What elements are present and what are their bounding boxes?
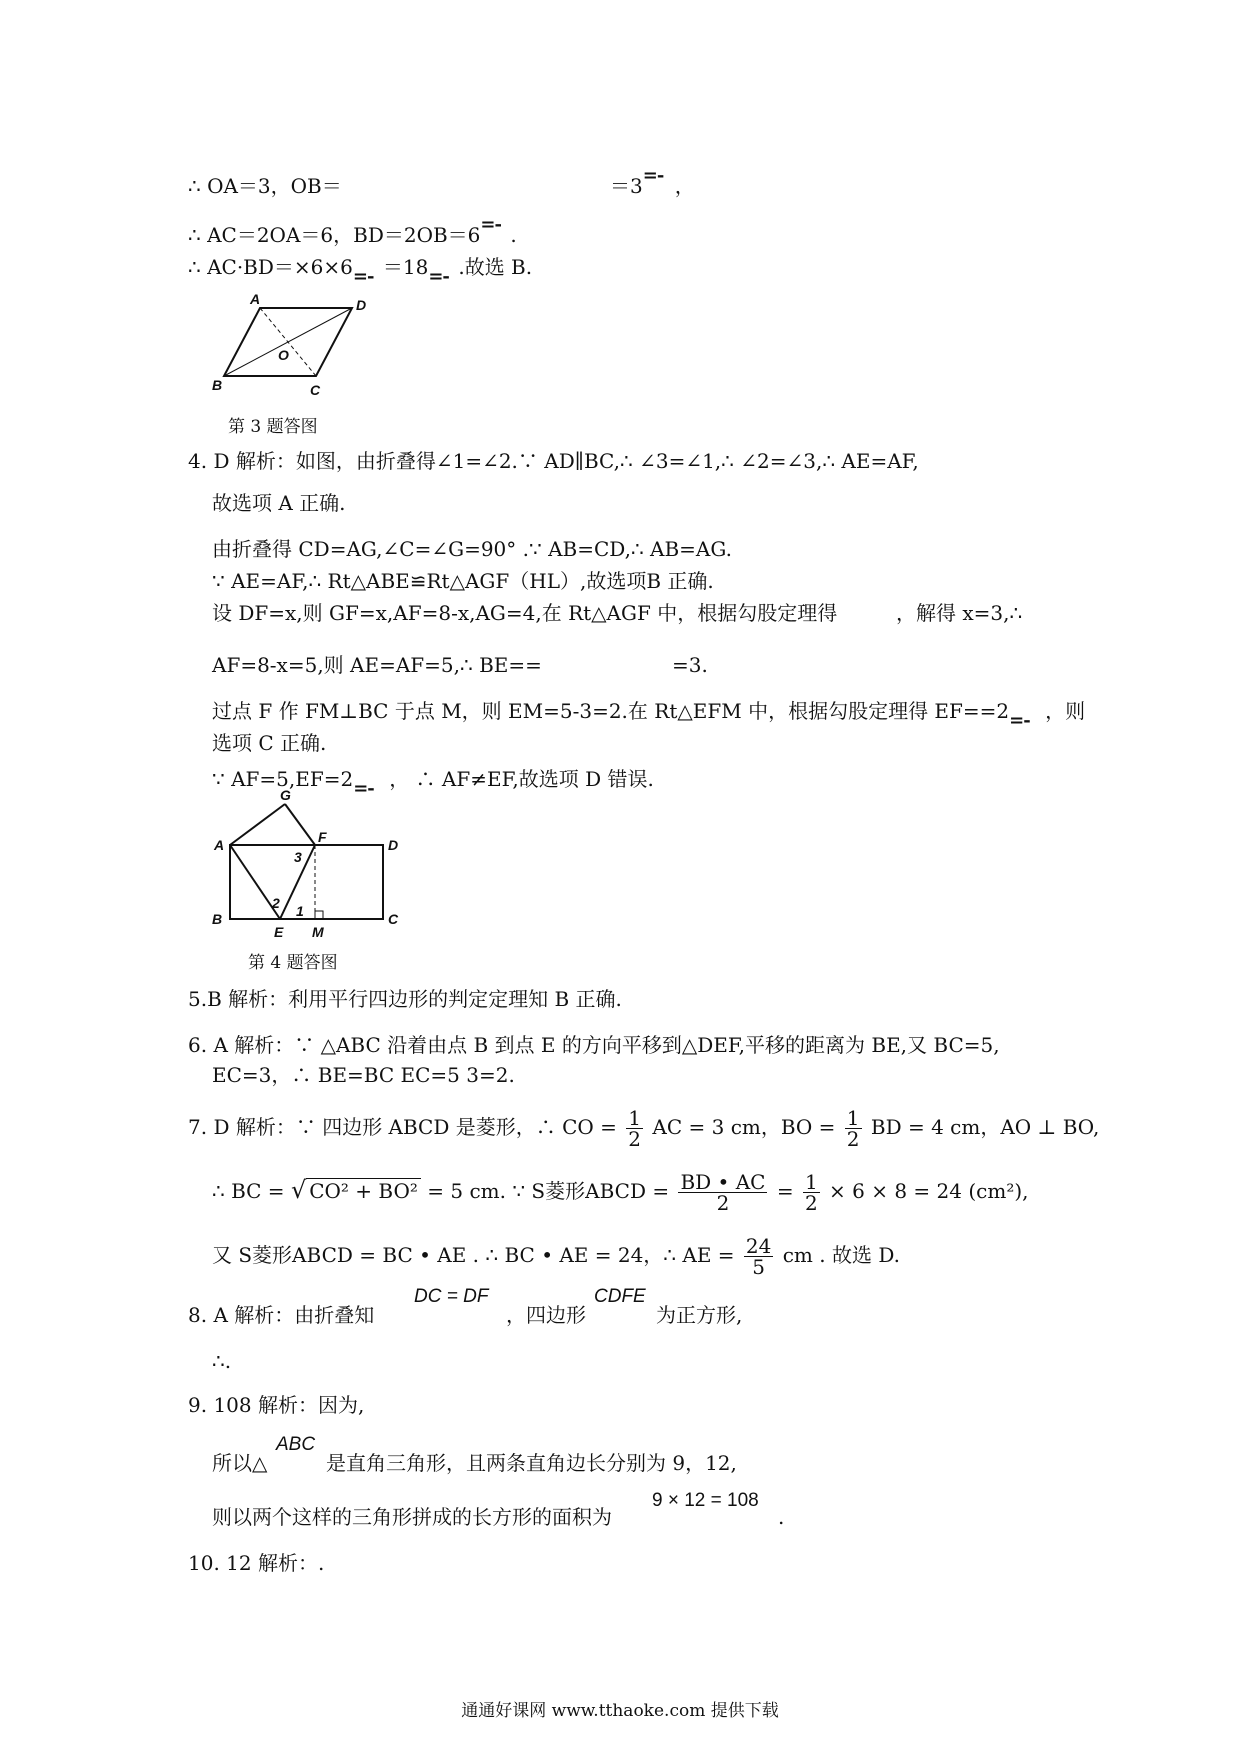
fraction-bd-ac: $\frac{BD • AC}{2}$ (680, 1170, 766, 1215)
fig4-label-f: F (318, 829, 327, 845)
q4-line-7: 过点 F 作 FM⊥BC 于点 M，则 EM=5-3=2.在 Rt△EFM 中，根据勾股定理得 EF==2 =- ，则 (212, 699, 1086, 731)
q4-line-2: 故选项 A 正确. (212, 491, 346, 515)
fig3-label-a: A (250, 291, 261, 307)
q7-line-1: 7. D 解析：∵ 四边形 ABCD 是菱形，∴ CO = $\frac{1}{2}$ AC = 3 cm，BO = $\frac{1}{2}$ BD = 4 cm，AO ⊥ BO, (188, 1106, 1100, 1151)
q7-line-2: ∴ BC = √ CO² + BO² = 5 cm. ∵ S菱形ABCD = $\frac{BD • AC}{2}$ = $\frac{1}{2}$ × 6 × 8 = 24 (cm²), (212, 1170, 1029, 1215)
q7-line-3: 又 S菱形ABCD = BC • AE . ∴ BC • AE = 24，∴ AE = $\frac{24}{5}$ cm . 故选 D. (212, 1234, 901, 1279)
fraction-half-3: $\frac{1}{2}$ (804, 1170, 818, 1215)
q4-line-5a: 设 DF=x,则 GF=x,AF=8-x,AG=4,在 Rt△AGF 中，根据勾股定理得 (212, 601, 838, 625)
q4-line-6a: AF=8-x=5,则 AE=AF=5,∴ BE== (212, 653, 542, 677)
fig3-label-o: O (278, 347, 289, 363)
q9-formula-product: 9 × 12 = 108 (652, 1490, 759, 1511)
fig4-label-3: 3 (294, 849, 302, 865)
fig3-label-b: B (212, 377, 223, 393)
q9-line-2a: 所以△ (212, 1451, 268, 1475)
q5-line: 5.B 解析：利用平行四边形的判定定理知 B 正确. (188, 987, 622, 1011)
line-oa-ob: ∴ OA＝3，OB＝ (188, 174, 342, 198)
q9-line-3a: 则以两个这样的三角形拼成的长方形的面积为 (212, 1505, 612, 1529)
q4-line-5b: ，解得 x=3,∴ (896, 601, 1023, 625)
q6-line-1: 6. A 解析：∵ △ABC 沿着由点 B 到点 E 的方向平移到△DEF,平移的距离为 BE,又 BC=5, (188, 1033, 1000, 1057)
fig4-label-e: E (274, 924, 284, 940)
fig4-label-c: C (388, 911, 399, 927)
fig4-label-2: 2 (272, 895, 280, 911)
fig4-label-b: B (212, 911, 223, 927)
q4-line-6b: =3. (672, 653, 708, 677)
q8-formula-cdfe: CDFE (594, 1286, 646, 1307)
line-ac-bd: ∴ AC＝2OA＝6，BD＝2OB＝6 =- . (188, 214, 517, 247)
fig4-label-d: D (388, 837, 399, 853)
q9-line-2c: 是直角三角形，且两条直角边长分别为 9，12, (326, 1451, 737, 1475)
q6-line-2: EC=3，∴ BE=BC EC=5 3=2. (212, 1063, 515, 1087)
fig4-label-m: M (312, 924, 324, 940)
fig4-label-a: A (214, 837, 225, 853)
q10-line: 10. 12 解析：. (188, 1551, 325, 1575)
q9-line-1: 9. 108 解析：因为, (188, 1393, 365, 1417)
q4-line-1: 4. D 解析：如图，由折叠得∠1=∠2.∵ AD∥BC,∴ ∠3=∠1,∴ ∠2=∠3,∴ AE=AF, (188, 449, 919, 473)
q9-formula-abc: ABC (276, 1434, 316, 1455)
line-oa-ob-result: ＝3 =- ， (610, 165, 695, 198)
caption-figure-3: 第 3 题答图 (228, 417, 318, 437)
q8-line-1: 8. A 解析：由折叠知 (188, 1303, 375, 1327)
q8-formula-dc-df: DC = DF (414, 1286, 489, 1307)
q8-line-4: ∴. (212, 1349, 232, 1373)
q9-line-3c: . (778, 1505, 785, 1529)
q4-line-8: 选项 C 正确. (212, 731, 327, 755)
fig3-label-c: C (310, 382, 321, 398)
line-ac-times-bd: ∴ AC·BD＝×6×6 =- ＝18 =- .故选 B. (188, 255, 533, 287)
fraction-half: $\frac{1}{2}$ (628, 1106, 642, 1151)
fig3-label-d: D (356, 297, 367, 313)
caption-figure-4: 第 4 题答图 (248, 953, 338, 973)
page-footer: 通通好课网 www.tthaoke.com 提供下载 (461, 1701, 779, 1721)
figure-4-folded-rectangle (208, 787, 408, 950)
q8-line-2: ，四边形 (506, 1303, 586, 1327)
fig4-label-g: G (280, 787, 291, 803)
fraction-24-5: $\frac{24}{5}$ (745, 1234, 772, 1279)
fraction-half-2: $\frac{1}{2}$ (846, 1106, 860, 1151)
figure-3-parallelogram (210, 292, 380, 402)
q4-line-3: 由折叠得 CD=AG,∠C=∠G=90° .∵ AB=CD,∴ AB=AG. (212, 537, 732, 561)
q8-line-3: 为正方形, (656, 1303, 743, 1327)
q4-line-9: ∵ AF=5,EF=2 =- ， ∴ AF≠EF,故选项 D 错误. (212, 767, 654, 799)
q4-line-4: ∵ AE=AF,∴ Rt△ABE≌Rt△AGF（HL）,故选项B 正确. (212, 569, 714, 593)
fig4-label-1: 1 (296, 903, 304, 919)
